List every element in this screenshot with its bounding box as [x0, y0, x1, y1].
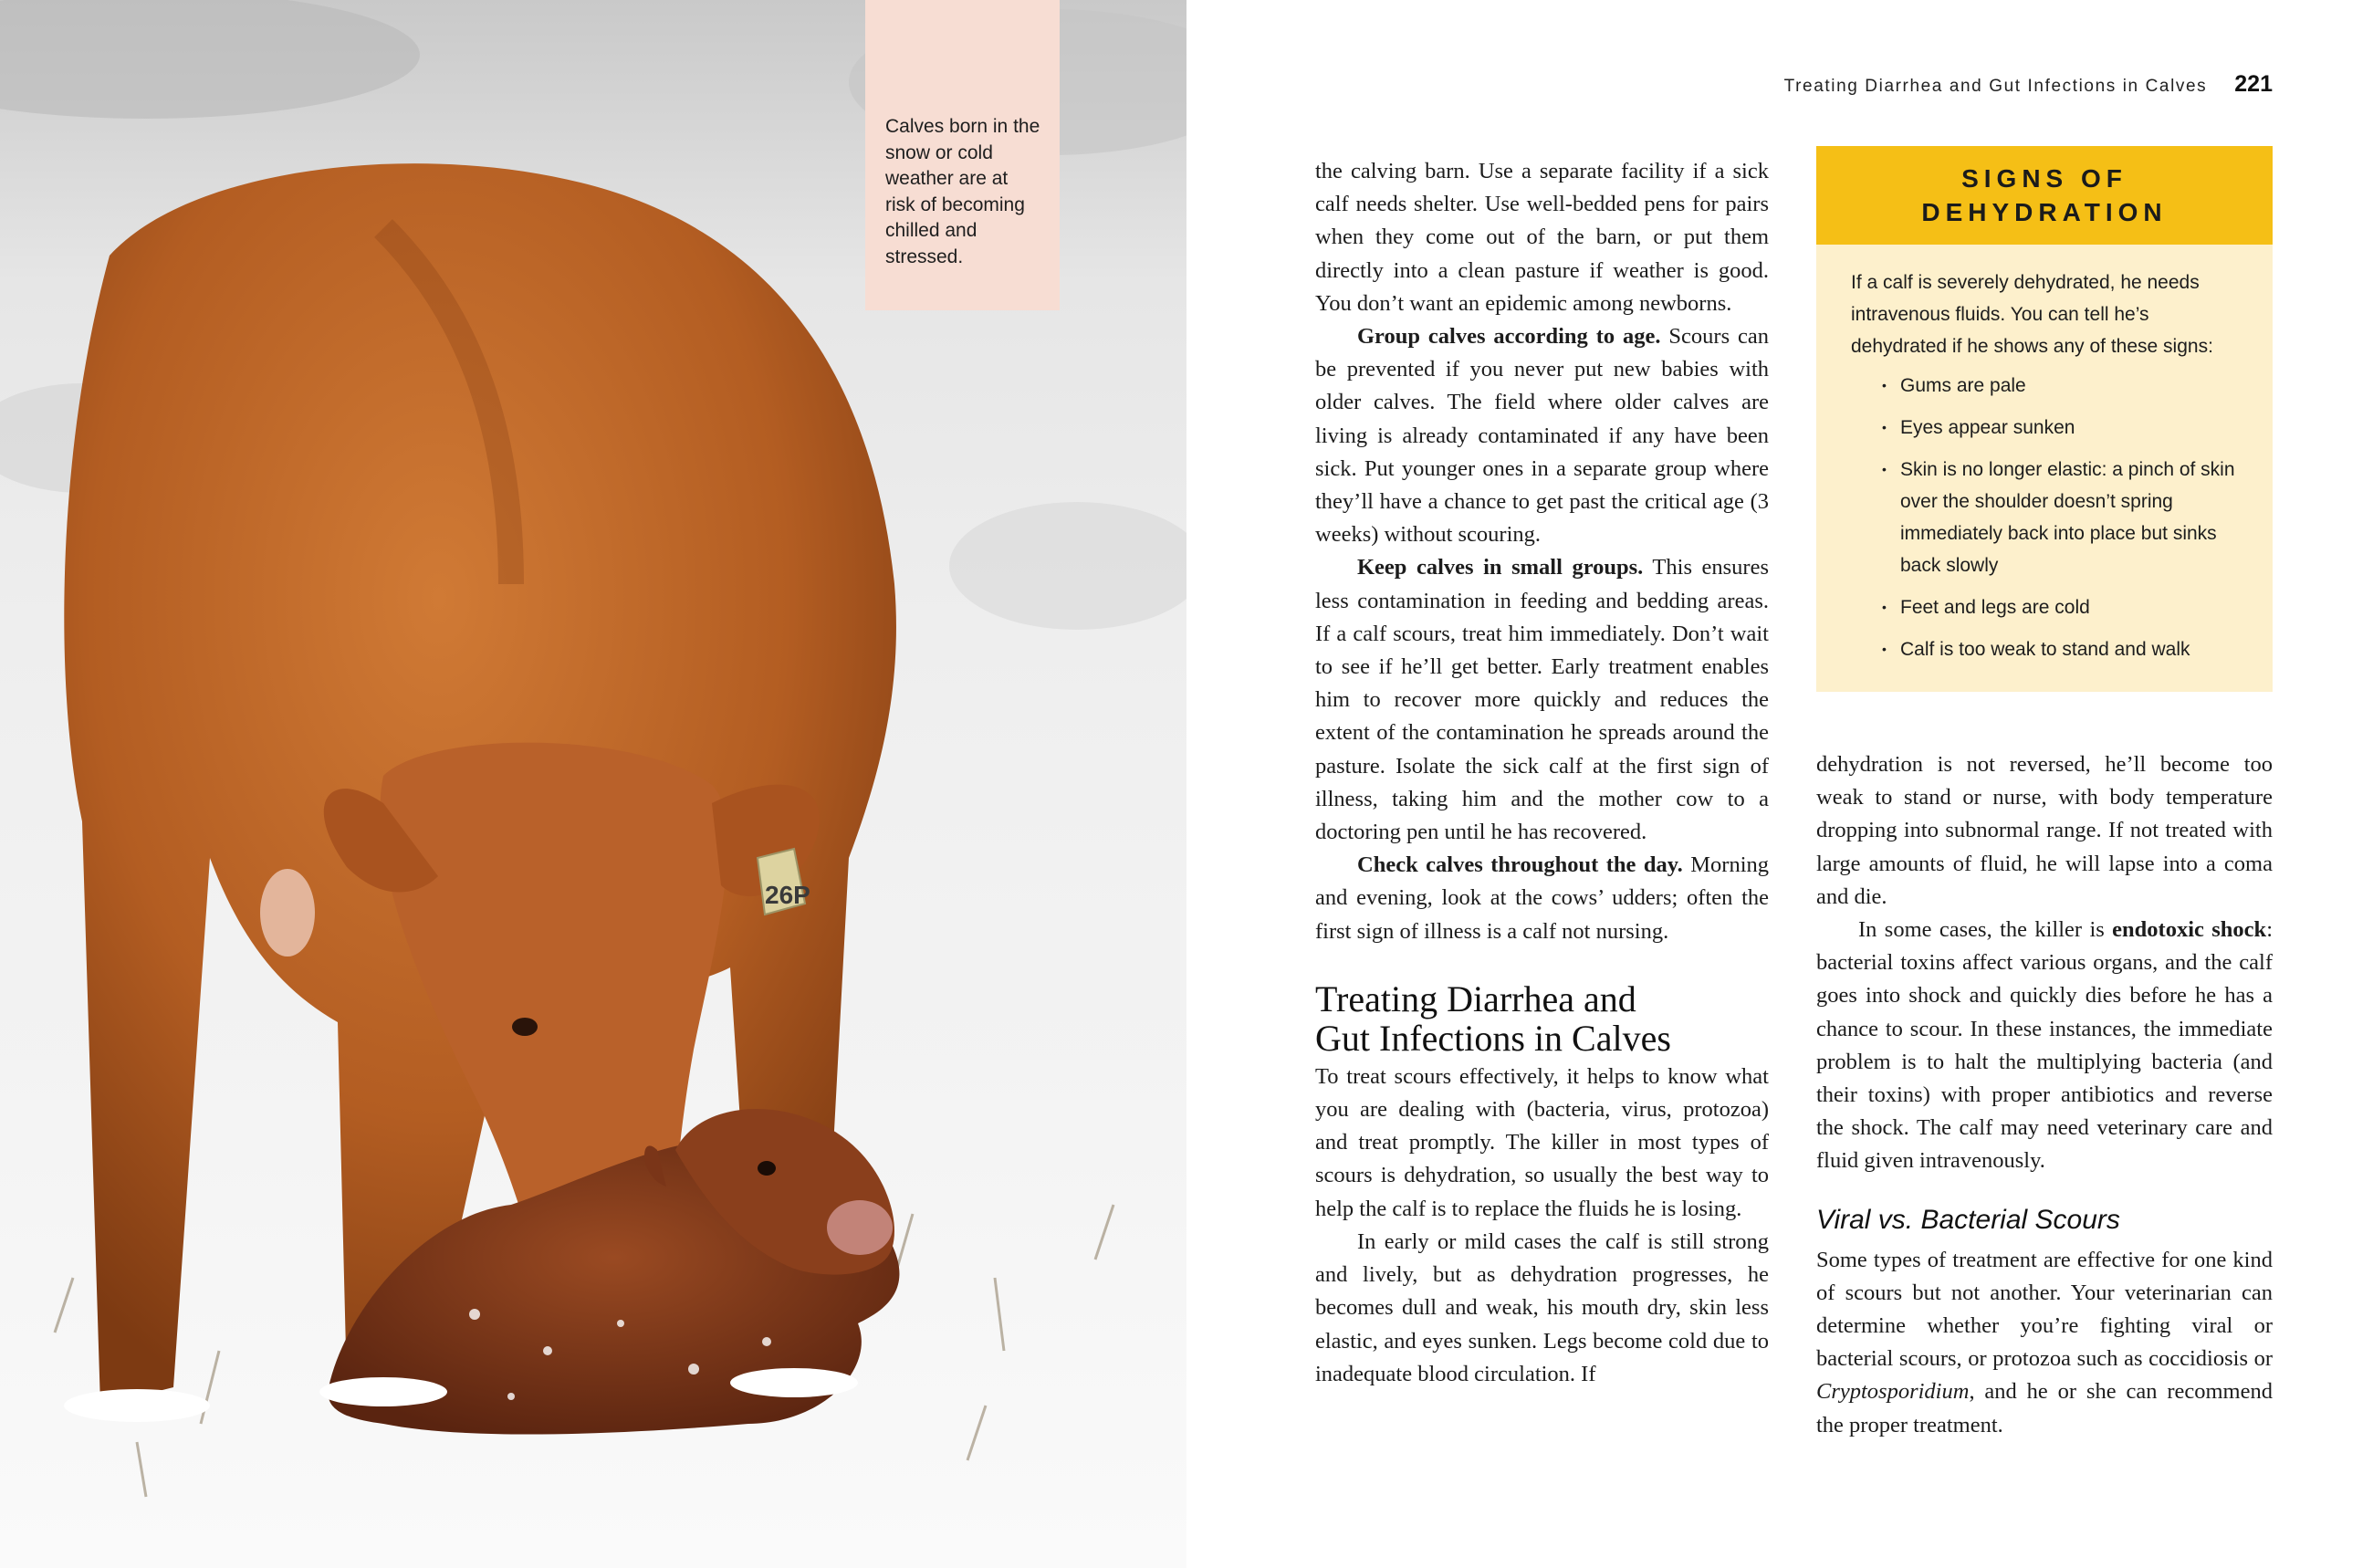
paragraph: the calving barn. Use a separate facility if a sick calf needs shelter. Use well-bedded pens for pairs when they come out of the barn, or put them directly into a clean pasture if weather is good. You don’t want an epidemic among newborns.	[1315, 159, 1769, 316]
list-item: • Gums are pale	[1882, 370, 2238, 402]
cow-and-calf-photo	[0, 0, 1186, 1568]
sidebar-intro: If a calf is severely dehydrated, he needs intravenous fluids. You can tell he’s dehydrated if he shows any of these signs:	[1851, 272, 2213, 357]
paragraph: In early or mild cases the calf is still strong and lively, but as dehydration progresses, he becomes dull and weak, his mouth dry, skin less elastic, and eyes sunken. Legs become cold due to inadequate blood circulation. If	[1315, 1228, 1769, 1386]
list-item: • Eyes appear sunken	[1882, 412, 2238, 444]
sidebar-title-line-1: SIGNS OF	[1961, 164, 2127, 193]
paragraph-lead: Check calves throughout the day.	[1357, 852, 1683, 878]
text-column-1	[1315, 155, 1769, 1391]
paragraph-text: , and he or she can recommend the proper treatment.	[1816, 1379, 2273, 1437]
paragraph	[1315, 320, 1769, 551]
paragraph-text: : bacterial toxins affect various organs, and the calf goes into shock and quickly dies before he has a chance to scour. In these instances, the immediate problem is to halt the multiplying bacteria (and their toxins) with proper antibiotics and reverse the shock. The calf may need veterinary care and fluid given intravenously.	[1816, 917, 2273, 1174]
photo-caption-box	[865, 0, 1060, 310]
sidebar-body	[1816, 245, 2273, 665]
subsection-heading: Viral vs. Bacterial Scours	[1816, 1204, 2120, 1235]
paragraph-lead: Group calves according to age.	[1357, 324, 1661, 350]
sidebar-title	[1816, 146, 2273, 245]
paragraph-lead: Keep calves in small groups.	[1357, 555, 1644, 580]
section-heading-line-2: Gut Infections in Calves	[1315, 1017, 1671, 1059]
paragraph-text: In some cases, the killer is	[1858, 917, 2113, 943]
running-head	[1761, 71, 2273, 104]
list-item: • Skin is no longer elastic: a pinch of skin over the shoulder doesn’t spring immediately back into place but sinks back slowly	[1882, 454, 2238, 581]
section-heading-line-1: Treating Diarrhea and	[1315, 977, 1636, 1019]
paragraph-text: Scours can be prevented if you never put new babies with older calves. The field where older calves are living is already contaminated if any have been sick. Put younger ones in a separate group where they’ll have a chance to get past the critical age (3 weeks) without scouring.	[1315, 324, 1769, 548]
paragraph	[1315, 551, 1769, 849]
key-term: endotoxic shock	[2112, 917, 2267, 943]
text-column-2	[1816, 748, 2273, 1442]
paragraph	[1816, 914, 2273, 1178]
list-item: • Calf is too weak to stand and walk	[1882, 633, 2238, 665]
paragraph-text: Morning and evening, look at the cows’ udders; often the first sign of illness is a calf not nursing.	[1315, 852, 1770, 944]
paragraph	[1315, 849, 1769, 948]
italic-term: Cryptosporidium	[1816, 1379, 1970, 1405]
paragraph-text: This ensures less contamination in feeding and bedding areas. If a calf scours, treat him immediately. Don’t wait to see if he’ll get better. Early treatment enables him to recover more quickly and reduces the extent of the contamination he spreads around the pasture. Isolate the sick calf at the first sign of illness, taking him and the mother cow to a doctoring pen until he has recovered.	[1315, 555, 1770, 845]
section-heading	[1315, 979, 1769, 1058]
paragraph	[1816, 1244, 2273, 1442]
dehydration-sidebar	[1816, 146, 2273, 692]
paragraph: dehydration is not reversed, he’ll become too weak to stand or nurse, with body temperature dropping into subnormal range. If not treated with large amounts of fluid, he will lapse into a coma and die.	[1816, 752, 2273, 909]
paragraph: To treat scours effectively, it helps to know what you are dealing with (bacteria, virus, protozoa) and treat promptly. The killer in most types of scours is dehydration, so usually the best way to help the calf is to replace the fluids he is losing.	[1315, 1063, 1769, 1221]
running-head-title: Treating Diarrhea and Gut Infections in Calves	[1783, 77, 2208, 96]
sidebar-title-line-2: DEHYDRATION	[1921, 198, 2168, 226]
list-item: • Feet and legs are cold	[1882, 591, 2238, 623]
page-number: 221	[2234, 71, 2273, 97]
paragraph-text: Some types of treatment are effective for one kind of scours but not another. Your veterinarian can determine whether you’re fighting viral or bacterial scours, or protozoa such as coccidiosis or	[1816, 1247, 2273, 1372]
photo-caption: Calves born in the snow or cold weather are at risk of becoming chilled and stressed.	[885, 116, 1040, 267]
ear-tag-label: 26P	[765, 881, 810, 909]
signs-list	[1851, 370, 2238, 665]
